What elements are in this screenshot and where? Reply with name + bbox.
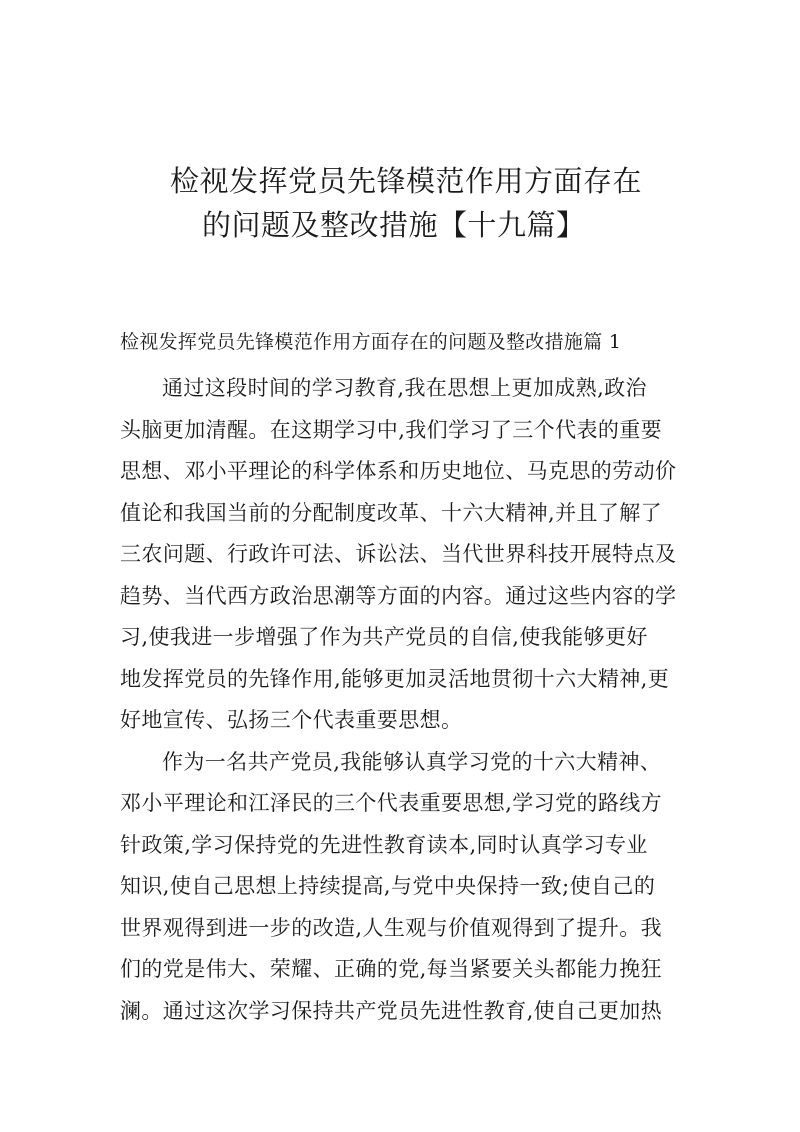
paragraph-2-line: 作为一名共产党员,我能够认真学习党的十六大精神、: [162, 749, 662, 774]
paragraph-2-line: 知识,使自己思想上持续提高,与党中央保持一致;使自己的: [120, 874, 656, 898]
section-heading: 检视发挥党员先锋模范作用方面存在的问题及整改措施篇 1: [120, 331, 622, 353]
paragraph-2-line: 针政策,学习保持党的先进性教育读本,同时认真学习专业: [120, 832, 648, 857]
paragraph-2-line: 们的党是伟大、荣耀、正确的党,每当紧要关头都能力挽狂: [120, 957, 663, 981]
paragraph-1-line: 思想、邓小平理论的科学体系和历史地位、马克思的劳动价: [120, 459, 677, 483]
document-title: [170, 159, 690, 247]
title-line-2: 的问题及整改措施【十九篇】: [202, 208, 586, 243]
paragraph-1-line: 地发挥党员的先锋作用,能够更加灵活地贯彻十六大精神,更: [120, 666, 670, 691]
paragraph-1-line: 习,使我进一步增强了作为共产党员的自信,使我能够更好: [120, 625, 648, 649]
paragraph-1-line: 值论和我国当前的分配制度改革、十六大精神,并且了解了: [120, 500, 663, 525]
title-line-1: 检视发挥党员先锋模范作用方面存在: [170, 164, 643, 199]
paragraph-1-line: 通过这段时间的学习教育,我在思想上更加成熟,政治: [162, 376, 647, 400]
paragraph-1-line: 头脑更加清醒。在这期学习中,我们学习了三个代表的重要: [120, 417, 663, 442]
paragraph-2-line: 世界观得到进一步的改造,人生观与价值观得到了提升。我: [120, 915, 663, 940]
paragraph-1-line: 三农问题、行政许可法、诉讼法、当代世界科技开展特点及: [120, 542, 677, 566]
paragraph-2-line: 邓小平理论和江泽民的三个代表重要思想,学习党的路线方: [120, 791, 663, 815]
paragraph-1-line: 趋势、当代西方政治思潮等方面的内容。通过这些内容的学: [120, 583, 677, 608]
body-text: [120, 368, 690, 1032]
paragraph-1-line: 好地宣传、弘扬三个代表重要思想。: [120, 708, 463, 732]
paragraph-2-line: 澜。通过这次学习保持共产党员先进性教育,使自己更加热: [120, 998, 663, 1023]
